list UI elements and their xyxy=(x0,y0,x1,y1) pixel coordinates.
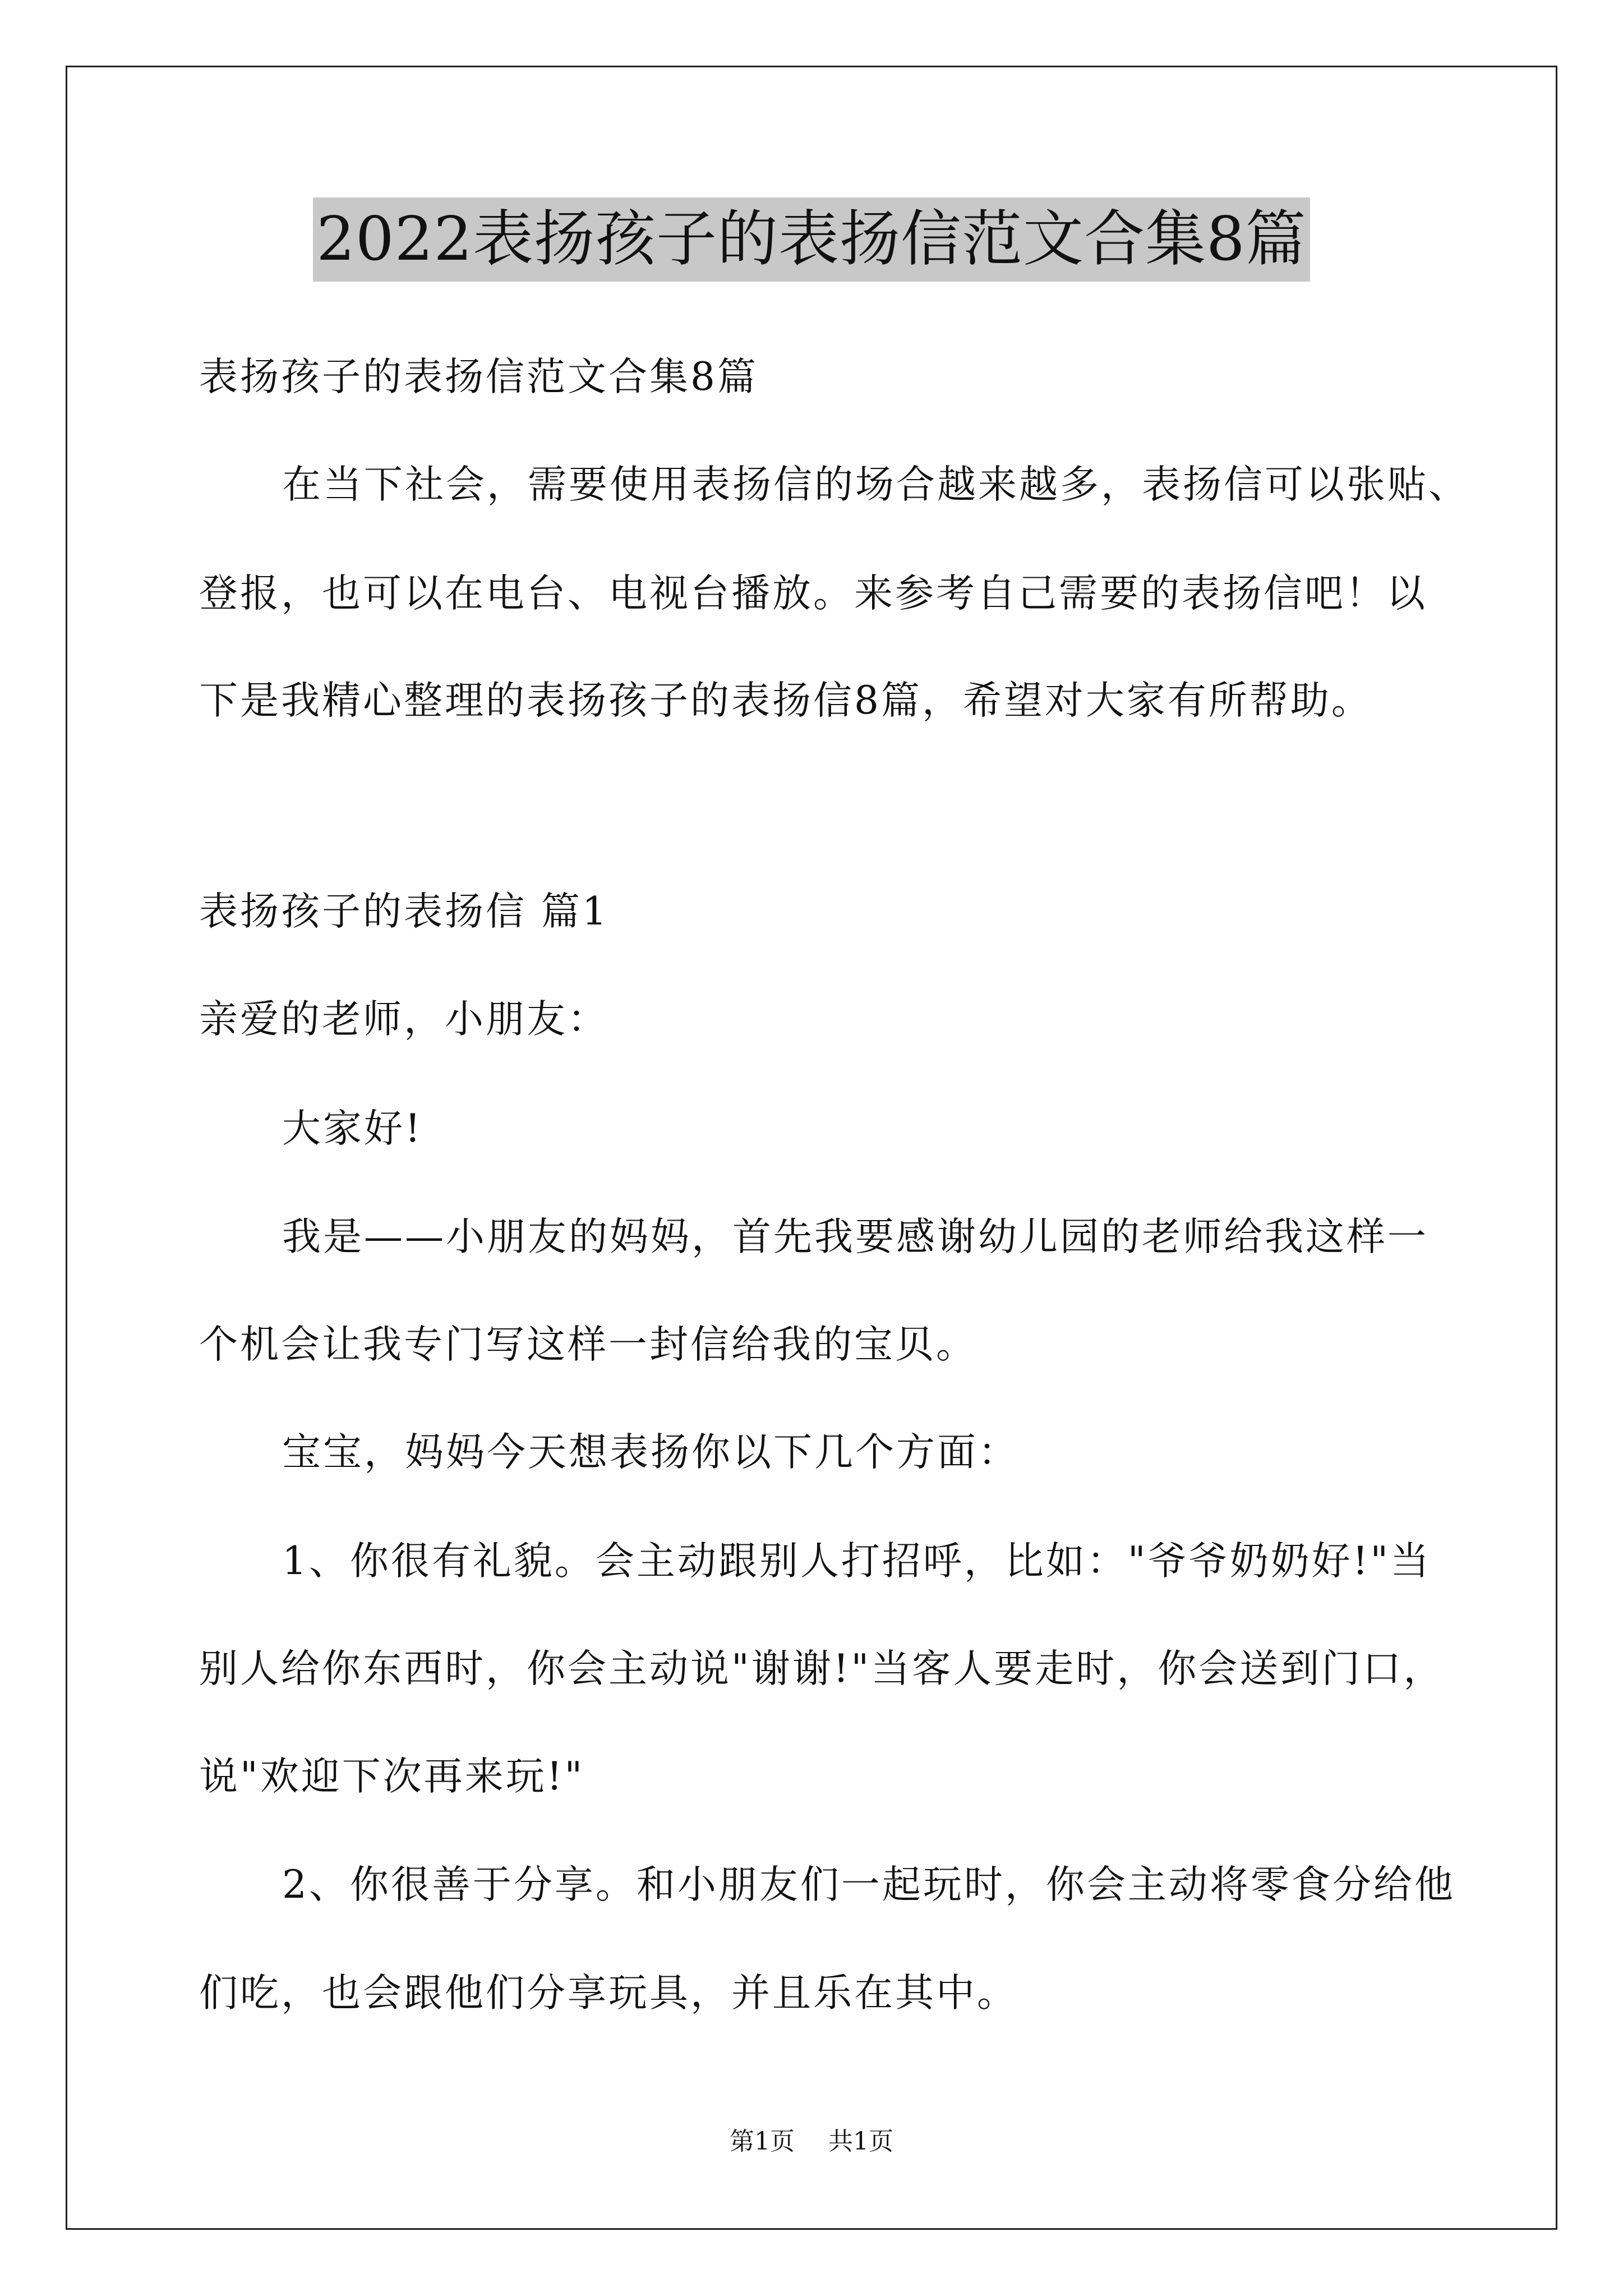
paragraph-line: 1、你很有礼貌。会主动跟别人打招呼，比如："爷爷奶奶好!"当 xyxy=(282,1539,1432,1584)
paragraph-line: 别人给你东西时，你会主动说"谢谢!"当客人要走时，你会送到门口， xyxy=(199,1646,1445,1691)
paragraph-line: 个机会让我专门写这样一封信给我的宝贝。 xyxy=(199,1322,977,1367)
section-heading: 表扬孩子的表扬信 篇1 xyxy=(199,889,609,934)
salutation-line: 亲爱的老师，小朋友： xyxy=(199,997,608,1042)
greeting-line: 大家好! xyxy=(282,1106,423,1151)
paragraph-line: 说"欢迎下次再来玩!" xyxy=(199,1754,585,1799)
page-total: 共1页 xyxy=(828,2127,893,2156)
paragraph-line: 下是我精心整理的表扬孩子的表扬信8篇，希望对大家有所帮助。 xyxy=(199,678,1372,723)
paragraph-line: 们吃，也会跟他们分享玩具，并且乐在其中。 xyxy=(199,1971,1018,2016)
paragraph-line: 2、你很善于分享。和小朋友们一起玩时，你会主动将零食分给他 xyxy=(282,1862,1455,1907)
paragraph-line: 宝宝，妈妈今天想表扬你以下几个方面： xyxy=(282,1430,1019,1475)
paragraph-line: 我是——小朋友的妈妈，首先我要感谢幼儿园的老师给我这样一 xyxy=(282,1214,1428,1259)
document-title: 2022表扬孩子的表扬信范文合集8篇 xyxy=(313,197,1310,282)
paragraph-line: 登报，也可以在电台、电视台播放。来参考自己需要的表扬信吧！以 xyxy=(199,571,1427,616)
title-container xyxy=(0,197,1623,282)
paragraph-line: 在当下社会，需要使用表扬信的场合越来越多，表扬信可以张贴、 xyxy=(282,462,1469,507)
page-number: 第1页 xyxy=(730,2127,795,2156)
subtitle-line: 表扬孩子的表扬信范文合集8篇 xyxy=(199,355,758,399)
page-footer xyxy=(0,2125,1623,2159)
